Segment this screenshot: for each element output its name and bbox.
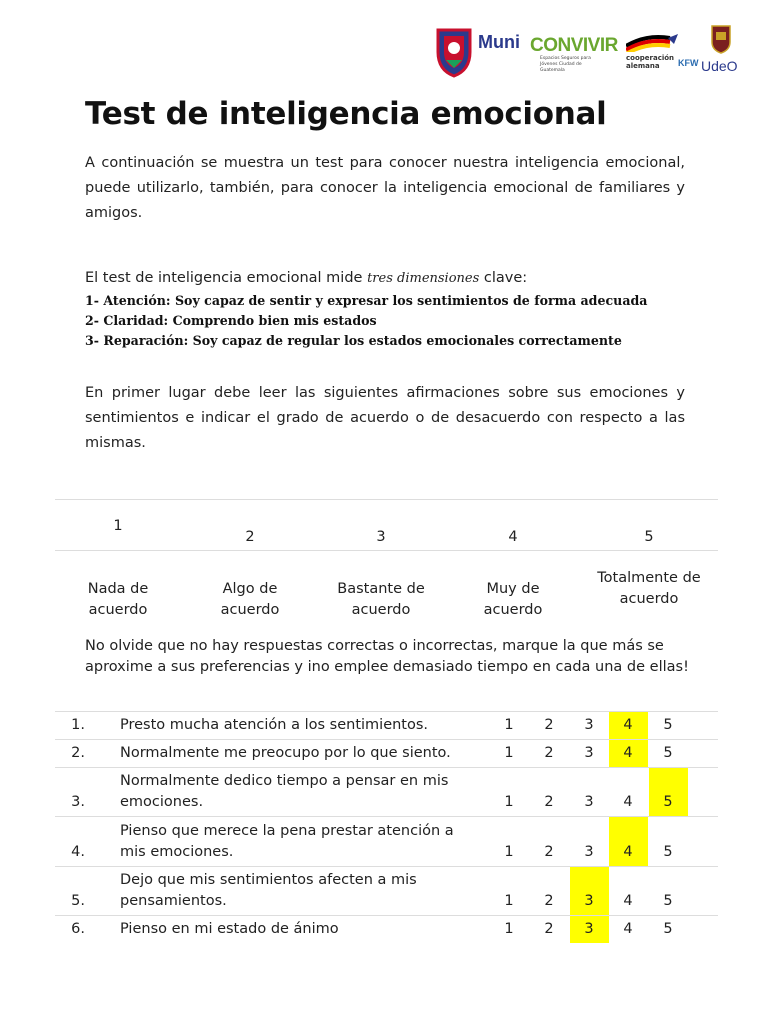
answer-option-5[interactable]: 5 xyxy=(663,745,673,761)
german-flag-icon xyxy=(626,32,678,52)
intro-paragraph: A continuación se muestra un test para conocer nuestra inteligencia emocional, puede utilizarlo, también, para conocer la inteligencia emocional de familiares y amigos. xyxy=(85,155,685,221)
answer-note: No olvide que no hay respuestas correctas o incorrectas, marque la que más se aproxime a sus preferencias y ino emplee demasiado tiempo en cada una de ellas! xyxy=(85,638,689,675)
scale-number-5: 5 xyxy=(644,529,654,545)
answer-option-4[interactable]: 4 xyxy=(623,794,633,810)
muni-guate-logo xyxy=(478,34,528,51)
table-row-divider xyxy=(55,866,718,867)
answer-option-2[interactable]: 2 xyxy=(544,893,554,909)
answer-option-5[interactable]: 5 xyxy=(663,921,673,937)
muni-guate-shield-icon xyxy=(434,26,474,78)
answer-option-1[interactable]: 1 xyxy=(504,717,514,733)
answer-option-4[interactable]: 4 xyxy=(623,893,633,909)
answer-option-2[interactable]: 2 xyxy=(544,745,554,761)
convivir-tagline: Espacios Seguros para Jóvenes Ciudad de Guatemala xyxy=(540,56,591,73)
scale-number-2: 2 xyxy=(245,529,255,545)
udeo-crest-icon xyxy=(710,24,732,54)
udeo-logo: UdeO xyxy=(701,58,738,74)
alemana-label: alemana xyxy=(626,62,660,70)
dimensions-intro xyxy=(85,270,527,286)
scale-number-4: 4 xyxy=(508,529,518,545)
scale-label-2 xyxy=(190,579,310,621)
answer-option-5[interactable]: 5 xyxy=(663,717,673,733)
answer-option-1[interactable]: 1 xyxy=(504,844,514,860)
cooperacion-alemana-logo xyxy=(626,54,686,70)
scale-label-1-line2: acuerdo xyxy=(88,602,148,618)
item-statement: Dejo que mis sentimientos afecten a mis pensamientos. xyxy=(120,872,417,909)
table-row-divider xyxy=(55,767,718,768)
item-statement: Pienso que merece la pena prestar atención a mis emociones. xyxy=(120,823,454,860)
dimension-claridad: 2- Claridad: Comprendo bien mis estados xyxy=(85,313,377,328)
item-statement: Presto mucha atención a los sentimientos. xyxy=(120,717,429,733)
dimension-atencion: 1- Atención: Soy capaz de sentir y expresar los sentimientos de forma adecuada xyxy=(85,293,648,308)
scale-label-2-line2: acuerdo xyxy=(220,602,280,618)
answer-option-1[interactable]: 1 xyxy=(504,893,514,909)
scale-label-5-line2: acuerdo xyxy=(619,591,679,607)
scale-number-3: 3 xyxy=(376,529,386,545)
dimension-reparacion: 3- Reparación: Soy capaz de regular los estados emocionales correctamente xyxy=(85,333,622,348)
answer-option-4[interactable]: 4 xyxy=(623,717,633,733)
item-number: 6. xyxy=(71,921,85,937)
scale-label-5-line1: Totalmente de xyxy=(597,570,701,586)
instructions-paragraph: En primer lugar debe leer las siguientes afirmaciones sobre sus emociones y sentimientos e indicar el grado de acuerdo o de desacuerdo con respecto a las mismas. xyxy=(85,385,685,451)
dimensions-intro-suffix: clave: xyxy=(479,270,528,286)
answer-option-3[interactable]: 3 xyxy=(584,921,594,937)
answer-option-4[interactable]: 4 xyxy=(623,844,633,860)
scale-label-3-line2: acuerdo xyxy=(351,602,411,618)
answer-option-2[interactable]: 2 xyxy=(544,717,554,733)
item-number: 4. xyxy=(71,844,85,860)
convivir-logo xyxy=(530,36,616,74)
page-title: Test de inteligencia emocional xyxy=(85,96,607,132)
answer-option-5[interactable]: 5 xyxy=(663,893,673,909)
answer-option-1[interactable]: 1 xyxy=(504,745,514,761)
answer-option-3[interactable]: 3 xyxy=(584,745,594,761)
item-number: 2. xyxy=(71,745,85,761)
item-statement: Normalmente me preocupo por lo que siento. xyxy=(120,745,451,761)
dimensions-intro-prefix: El test de inteligencia emocional mide xyxy=(85,270,368,286)
scale-label-5 xyxy=(589,568,709,610)
scale-number-1: 1 xyxy=(113,518,123,534)
answer-option-3[interactable]: 3 xyxy=(584,844,594,860)
scale-top-divider xyxy=(55,499,718,500)
answer-option-2[interactable]: 2 xyxy=(544,844,554,860)
scale-label-3 xyxy=(321,579,441,621)
answer-option-1[interactable]: 1 xyxy=(504,921,514,937)
answer-option-4[interactable]: 4 xyxy=(623,745,633,761)
scale-label-2-line1: Algo de xyxy=(222,581,278,597)
kfw-logo: KFW xyxy=(678,58,699,68)
answer-option-3[interactable]: 3 xyxy=(584,717,594,733)
muni-label: Muni xyxy=(478,32,520,52)
item-statement: Pienso en mi estado de ánimo xyxy=(120,921,339,937)
scale-label-3-line1: Bastante de xyxy=(337,581,425,597)
item-number: 5. xyxy=(71,893,85,909)
answer-option-2[interactable]: 2 xyxy=(544,921,554,937)
scale-mid-divider xyxy=(55,550,718,551)
scale-label-4-line2: acuerdo xyxy=(483,602,543,618)
answer-option-5[interactable]: 5 xyxy=(663,794,673,810)
answer-option-3[interactable]: 3 xyxy=(584,893,594,909)
item-statement: Normalmente dedico tiempo a pensar en mis emociones. xyxy=(120,773,449,810)
scale-label-4-line1: Muy de xyxy=(486,581,540,597)
cooperacion-label: cooperación xyxy=(626,54,675,62)
answer-option-5[interactable]: 5 xyxy=(663,844,673,860)
partner-logos xyxy=(434,24,744,86)
item-number: 3. xyxy=(71,794,85,810)
dimensions-intro-emphasis: tres dimensiones xyxy=(367,271,480,286)
answer-option-2[interactable]: 2 xyxy=(544,794,554,810)
convivir-label: CONVIVIR xyxy=(530,35,618,56)
scale-label-1-line1: Nada de xyxy=(87,581,149,597)
item-number: 1. xyxy=(71,717,85,733)
answer-option-3[interactable]: 3 xyxy=(584,794,594,810)
answer-option-1[interactable]: 1 xyxy=(504,794,514,810)
table-row-divider xyxy=(55,915,718,916)
scale-label-4 xyxy=(453,579,573,621)
scale-label-1 xyxy=(58,579,178,621)
answer-option-4[interactable]: 4 xyxy=(623,921,633,937)
